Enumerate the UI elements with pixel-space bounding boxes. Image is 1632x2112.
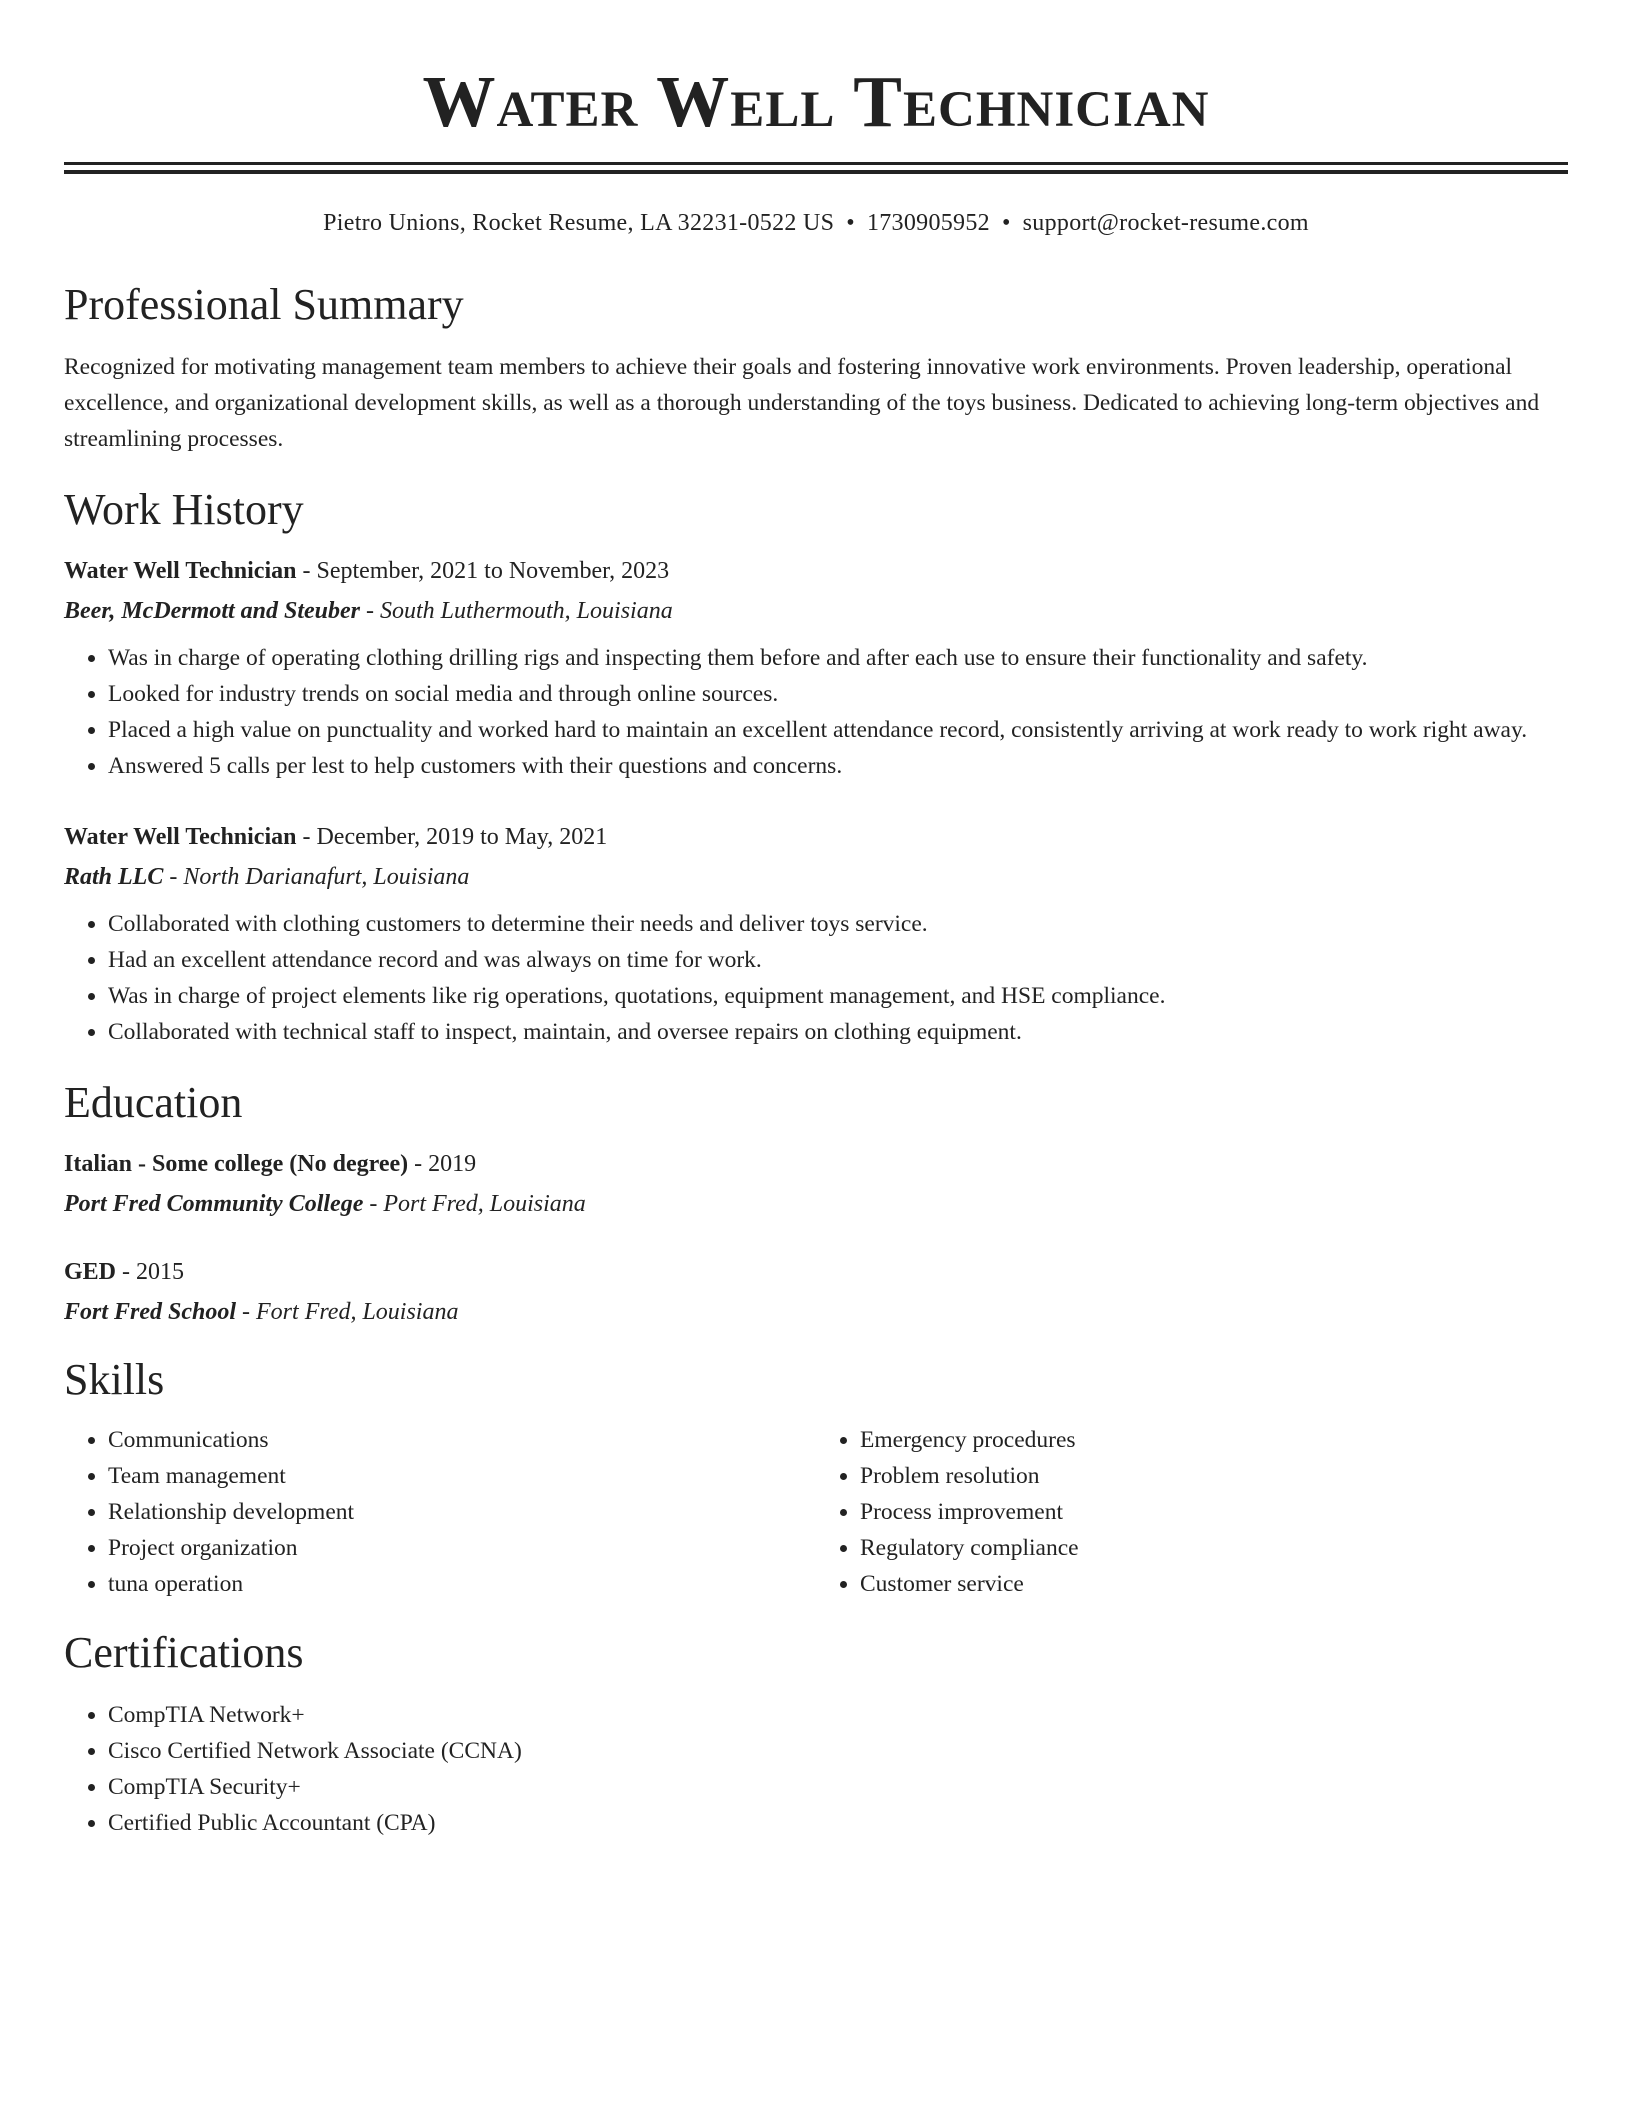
certifications-heading: Certifications <box>64 1628 304 1677</box>
contact-email: support@rocket-resume.com <box>1022 210 1309 236</box>
job-title-line <box>64 556 1568 586</box>
degree-year: - 2015 <box>116 1259 185 1285</box>
school-line <box>64 1189 1568 1219</box>
job-dates: - September, 2021 to November, 2023 <box>296 558 670 584</box>
skills-column-right <box>816 1422 1568 1602</box>
header-divider <box>64 162 1568 174</box>
degree-year: - 2019 <box>408 1151 477 1177</box>
contact-line <box>64 208 1568 238</box>
summary-text: Recognized for motivating management team members to achieve their goals and fostering innovative work environments. Proven leadership, operational excellence, and organizational development skills, as well as a thorough understanding of the toys business. Dedicated to achieving long-term objectives and streamlining processes. <box>64 354 1540 452</box>
job-entry <box>64 556 1568 784</box>
work-history-heading: Work History <box>64 485 304 534</box>
job-title: Water Well Technician <box>64 558 297 584</box>
job-duties <box>64 640 1568 784</box>
list-item: • Was in charge of project elements like rig operations, quotations, equipment management, and HSE compliance. <box>108 978 1568 1014</box>
degree-line <box>64 1257 1568 1287</box>
list-item: • Cisco Certified Network Associate (CCNA) <box>108 1733 1568 1769</box>
job-location: - North Darianafurt, Louisiana <box>163 864 470 890</box>
list-item: • CompTIA Network+ <box>108 1697 1568 1733</box>
list-item: • tuna operation <box>108 1566 816 1602</box>
list-item: • Collaborated with technical staff to inspect, maintain, and oversee repairs on clothing equipment. <box>108 1014 1568 1050</box>
contact-address: Pietro Unions, Rocket Resume, LA 32231-0522 US <box>323 210 835 236</box>
job-location: - South Luthermouth, Louisiana <box>360 598 673 624</box>
school-location: - Fort Fred, Louisiana <box>236 1299 459 1325</box>
summary-heading: Professional Summary <box>64 280 464 329</box>
skills-grid <box>64 1422 1568 1602</box>
list-item: • Collaborated with clothing customers to determine their needs and deliver toys service. <box>108 906 1568 942</box>
job-company-line <box>64 862 1568 892</box>
contact-separator: • <box>1001 210 1011 236</box>
school-location: - Port Fred, Louisiana <box>363 1191 586 1217</box>
job-company: Rath LLC <box>64 864 164 890</box>
job-company: Beer, McDermott and Steuber <box>64 598 361 624</box>
job-title-line <box>64 822 1568 852</box>
list-item: • Certified Public Accountant (CPA) <box>108 1805 1568 1841</box>
degree: Italian - Some college (No degree) <box>64 1151 409 1177</box>
contact-phone: 1730905952 <box>866 210 990 236</box>
list-item: • Emergency procedures <box>860 1422 1568 1458</box>
certifications-list <box>64 1697 1568 1841</box>
list-item: • Project organization <box>108 1530 816 1566</box>
education-entry <box>64 1257 1568 1327</box>
skills-column-left <box>64 1422 816 1602</box>
job-entry <box>64 822 1568 1050</box>
skills-heading: Skills <box>64 1355 165 1404</box>
list-item: • Was in charge of operating clothing drilling rigs and inspecting them before and after each use to ensure their functionality and safety. <box>108 640 1568 676</box>
list-item: • Regulatory compliance <box>860 1530 1568 1566</box>
list-item: • Answered 5 calls per lest to help customers with their questions and concerns. <box>108 748 1568 784</box>
contact-separator: • <box>846 210 855 236</box>
job-dates: - December, 2019 to May, 2021 <box>296 824 608 850</box>
list-item: • Relationship development <box>108 1494 816 1530</box>
education-entry <box>64 1149 1568 1219</box>
list-item: • Looked for industry trends on social media and through online sources. <box>108 676 1568 712</box>
list-item: • Placed a high value on punctuality and worked hard to maintain an excellent attendance record, consistently arriving at work ready to work right away. <box>108 712 1568 748</box>
list-item: • Problem resolution <box>860 1458 1568 1494</box>
degree-line <box>64 1149 1568 1179</box>
list-item: • Process improvement <box>860 1494 1568 1530</box>
list-item: • Team management <box>108 1458 816 1494</box>
school-name: Port Fred Community College <box>64 1191 364 1217</box>
job-duties <box>64 906 1568 1050</box>
job-company-line <box>64 596 1568 626</box>
list-item: • CompTIA Security+ <box>108 1769 1568 1805</box>
list-item: • Customer service <box>860 1566 1568 1602</box>
list-item: • Communications <box>108 1422 816 1458</box>
degree: GED <box>64 1259 117 1285</box>
job-title: Water Well Technician <box>64 824 297 850</box>
education-heading: Education <box>64 1078 243 1127</box>
list-item: • Had an excellent attendance record and was always on time for work. <box>108 942 1568 978</box>
school-name: Fort Fred School <box>64 1299 237 1325</box>
candidate-name: Water Well Technician <box>422 61 1210 142</box>
school-line <box>64 1297 1568 1327</box>
